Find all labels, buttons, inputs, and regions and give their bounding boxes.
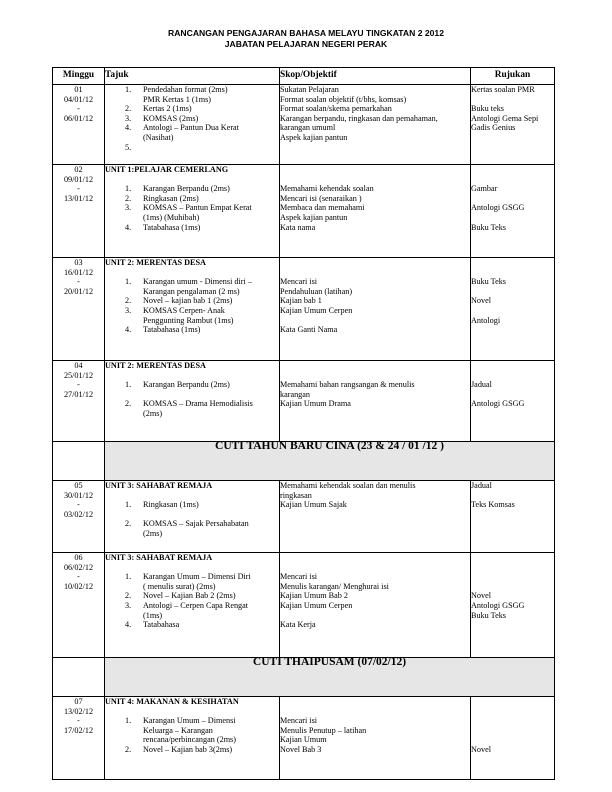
objective-line: Menulis Penutup – latihan: [280, 725, 367, 735]
objective-line: Kajian Umum: [280, 735, 327, 745]
document-title: RANCANGAN PENGAJARAN BAHASA MELAYU TINGKATAN 2 2012: [168, 28, 444, 38]
blank-line: [105, 390, 279, 400]
objective-line: [280, 165, 470, 175]
topic-item-number: 2.: [125, 193, 132, 203]
reference-cell: [471, 361, 555, 442]
topic-item: [105, 184, 279, 194]
week-sep: -: [77, 716, 80, 726]
topic-item-number: 2.: [125, 296, 132, 306]
week-sep: -: [77, 500, 80, 510]
topic-cell: [105, 258, 280, 361]
topic-item: [105, 114, 279, 124]
objective-line: Kajian Umum Cerpen: [280, 600, 353, 610]
topic-item-number: 5.: [125, 142, 132, 152]
week-cell: [53, 165, 105, 258]
objective-line: [280, 611, 470, 621]
objective-line: Kata nama: [280, 222, 316, 232]
week-start: 25/01/12: [63, 370, 94, 380]
topic-item-line: Pendedahan format (2ms): [143, 85, 228, 94]
lesson-plan-table: [52, 67, 555, 780]
topic-item-line: (1ms) (Muhibah): [143, 212, 200, 222]
week-row: [53, 553, 555, 658]
column-header-rujukan: Rujukan: [471, 68, 555, 85]
objective-line: [280, 371, 470, 381]
objective-line: Kajian bab 1: [280, 296, 322, 306]
objective-line: [280, 563, 470, 573]
reference-line: [471, 563, 554, 573]
reference-line: Novel: [471, 296, 492, 306]
reference-line: [471, 306, 554, 316]
reference-line: [471, 165, 554, 175]
topic-item-number: 1.: [125, 184, 132, 194]
week-no: 03: [74, 258, 83, 267]
topic-cell: [105, 361, 280, 442]
reference-cell: [471, 553, 555, 658]
topic-item: [105, 223, 279, 233]
topic-item: [105, 296, 279, 306]
topic-cell: [105, 553, 280, 658]
week-start: 06/02/12: [63, 562, 94, 572]
objective-line: Sukatan Pelajaran: [280, 85, 339, 94]
topic-item-number: 3.: [125, 305, 132, 315]
objective-line: Membaca dan memahami: [280, 203, 365, 213]
topic-item: [105, 325, 279, 335]
topic-item-line: Ringkasan (1ms): [143, 500, 199, 510]
holiday-blank-cell: [53, 442, 105, 481]
objective-line: [280, 697, 470, 707]
reference-line: [471, 194, 554, 204]
reference-line: Antologi: [471, 315, 501, 325]
topic-item: [105, 399, 279, 418]
reference-line: Antologi GSGG: [471, 600, 525, 610]
reference-line: [471, 287, 554, 297]
reference-line: Kertas soalan PMR: [471, 85, 535, 94]
topic-item: [105, 601, 279, 620]
unit-title: UNIT 3: SAHABAT REMAJA: [105, 481, 213, 490]
week-end: 27/01/12: [63, 389, 94, 399]
document-subtitle: JABATAN PELAJARAN NEGERI PERAK: [224, 39, 388, 49]
reference-line: [471, 361, 554, 371]
week-sep: -: [77, 104, 80, 114]
topic-item: [105, 519, 279, 538]
topic-item-number: 4.: [125, 123, 132, 133]
objective-line: Mencari isi: [280, 572, 318, 582]
topic-item: [105, 85, 279, 104]
topic-cell: [105, 165, 280, 258]
objective-line: [280, 258, 470, 268]
topic-item-line: KOMSAS – Pantun Empat Kerat: [143, 203, 252, 213]
objective-line: Novel Bab 3: [280, 744, 322, 754]
topic-item-line: Ringkasan (2ms): [143, 193, 199, 203]
objective-line: [280, 268, 470, 278]
reference-line: Jadual: [471, 380, 492, 390]
topic-item-line: Novel – Kajian bab 3(2ms): [143, 744, 233, 754]
objective-line: [280, 316, 470, 326]
reference-line: [471, 726, 554, 736]
reference-cell: [471, 697, 555, 780]
reference-line: Gambar: [471, 184, 498, 194]
objective-line: Memahami kehendak soalan: [280, 184, 374, 194]
week-start: 13/02/12: [63, 706, 94, 716]
reference-cell: [471, 165, 555, 258]
week-no: 04: [74, 361, 83, 370]
objective-line: Kata Ganti Nama: [280, 325, 338, 335]
reference-line: [471, 268, 554, 278]
topic-item-line: Antologi – Pantun Dua Kerat: [143, 123, 239, 133]
reference-line: Gadis Genius: [471, 123, 516, 133]
objective-line: Kata Kerja: [280, 620, 316, 630]
objective-line: Format soalan objektif (t/bhs, komsas): [280, 94, 407, 104]
topic-item-line: Kertas 2 (1ms): [143, 104, 192, 114]
objective-line: ringkasan: [280, 490, 312, 500]
topic-item-number: 2.: [125, 591, 132, 601]
reference-line: [471, 175, 554, 185]
topic-item-number: 3.: [125, 600, 132, 610]
week-no: 01: [74, 85, 83, 94]
topic-item-number: 4.: [125, 325, 132, 335]
objective-line: Kajian Umum Drama: [280, 399, 351, 409]
topic-item-line: Tatabahasa (1ms): [143, 222, 201, 232]
topic-item-line: KOMSAS Cerpen- Anak: [143, 305, 225, 315]
reference-line: Jadual: [471, 481, 492, 490]
topic-item-number: 4.: [125, 620, 132, 630]
topic-item-number: 2.: [125, 399, 132, 409]
topic-item-line: Karangan Umum – Dimensi: [143, 716, 236, 726]
objective-line: Mencari isi: [280, 716, 318, 726]
holiday-row: [53, 658, 555, 697]
reference-line: Buku Teks: [471, 610, 506, 620]
topic-item-number: 1.: [125, 572, 132, 582]
objective-line: Aspek kajian pantun: [280, 132, 348, 142]
objective-line: Pendahuluan (latihan): [280, 286, 353, 296]
week-no: 07: [74, 697, 83, 706]
reference-line: [471, 491, 554, 501]
objective-cell: [280, 481, 471, 553]
objective-cell: [280, 697, 471, 780]
topic-cell: [105, 85, 280, 165]
unit-title: UNIT 1:PELAJAR CEMERLANG: [105, 165, 229, 174]
week-row: [53, 165, 555, 258]
reference-line: Novel: [471, 744, 492, 754]
topic-item-line: ( menulis surat) (2ms): [143, 581, 216, 591]
week-cell: [53, 553, 105, 658]
topic-item-number: 2.: [125, 519, 132, 529]
column-header-skop: Skop/Objektif: [280, 68, 471, 85]
week-sep: -: [77, 277, 80, 287]
topic-item-number: 1.: [125, 85, 132, 94]
reference-cell: [471, 85, 555, 165]
topic-item-number: 3.: [125, 113, 132, 123]
week-start: 16/01/12: [63, 267, 94, 277]
blank-line: [105, 510, 279, 520]
reference-line: Buku teks: [471, 104, 504, 114]
topic-item-line: Novel – Kajian Bab 2 (2ms): [143, 591, 236, 601]
objective-line: Format soalan/skema pemarkahan: [280, 104, 392, 114]
unit-title: UNIT 4: MAKANAN & KESIHATAN: [105, 697, 239, 706]
topic-item: [105, 306, 279, 325]
reference-line: Buku Teks: [471, 222, 506, 232]
week-end: 10/02/12: [63, 581, 94, 591]
reference-line: Antologi GSGG: [471, 203, 525, 213]
topic-item: [105, 745, 279, 755]
topic-item-number: 2.: [125, 744, 132, 754]
topic-item-line: Novel – kajian bab 1 (2ms): [143, 296, 233, 306]
topic-item-line: (Nasihat): [143, 132, 174, 142]
reference-line: Antologi Gema Sepi: [471, 113, 539, 123]
topic-item-line: KOMSAS (2ms): [143, 113, 199, 123]
objective-cell: [280, 361, 471, 442]
topic-item-line: PMR Kertas 1 (1ms): [143, 94, 211, 104]
holiday-label: CUTI THAIPUSAM (07/02/12): [105, 658, 555, 697]
week-cell: [53, 481, 105, 553]
week-no: 02: [74, 165, 83, 174]
topic-item-line: Penggunting Rambut (1ms): [143, 315, 234, 325]
reference-line: [471, 716, 554, 726]
topic-item-line: Karangan Umum – Dimensi Diri: [143, 572, 251, 582]
week-cell: [53, 85, 105, 165]
topic-item-line: (2ms): [143, 408, 163, 418]
objective-cell: [280, 553, 471, 658]
reference-cell: [471, 481, 555, 553]
reference-line: [471, 582, 554, 592]
reference-line: [471, 95, 554, 105]
topic-item: [105, 380, 279, 390]
reference-line: [471, 553, 554, 563]
week-row: [53, 258, 555, 361]
topic-item-number: 1.: [125, 277, 132, 287]
week-sep: -: [77, 380, 80, 390]
objective-line: Mencari isi (senaraikan ): [280, 193, 362, 203]
week-end: 06/01/12: [63, 113, 94, 123]
unit-title: UNIT 2: MERENTAS DESA: [105, 258, 206, 267]
reference-line: Novel: [471, 591, 492, 601]
week-row: [53, 85, 555, 165]
week-row: [53, 361, 555, 442]
week-start: 04/01/12: [63, 94, 94, 104]
week-cell: [53, 697, 105, 780]
table-header-row: [53, 68, 555, 85]
objective-line: Memahami kehendak soalan dan menulis: [280, 481, 416, 490]
unit-title: UNIT 2: MERENTAS DESA: [105, 361, 206, 370]
topic-item-line: KOMSAS – Sajak Persahabatan: [143, 519, 249, 529]
objective-line: Kajian Umum Sajak: [280, 500, 347, 510]
reference-line: [471, 258, 554, 268]
topic-item: [105, 123, 279, 142]
week-no: 06: [74, 553, 83, 562]
objective-line: Aspek kajian pantun: [280, 212, 348, 222]
reference-cell: [471, 258, 555, 361]
objective-line: [280, 361, 470, 371]
week-sep: -: [77, 184, 80, 194]
week-start: 09/01/12: [63, 174, 94, 184]
topic-item: [105, 716, 279, 745]
objective-line: karangan umuml: [280, 123, 336, 133]
unit-title: UNIT 3: SAHABAT REMAJA: [105, 553, 213, 562]
week-row: [53, 481, 555, 553]
week-end: 03/02/12: [63, 509, 94, 519]
topic-item: [105, 572, 279, 591]
topic-item-line: rencana/perbincangan (2ms): [143, 735, 236, 745]
column-header-minggu: Minggu: [53, 68, 105, 85]
holiday-blank-cell: [53, 658, 105, 697]
objective-line: Kajian Umum Bab 2: [280, 591, 348, 601]
topic-item-line: (2ms): [143, 528, 163, 538]
objective-line: [280, 707, 470, 717]
topic-cell: [105, 481, 280, 553]
objective-line: [280, 553, 470, 563]
topic-item: [105, 104, 279, 114]
objective-line: [280, 175, 470, 185]
week-end: 20/01/12: [63, 286, 94, 296]
holiday-row: [53, 442, 555, 481]
reference-line: [471, 697, 554, 707]
reference-line: [471, 371, 554, 381]
objective-cell: [280, 258, 471, 361]
reference-line: [471, 735, 554, 745]
topic-item-number: 1.: [125, 380, 132, 390]
week-sep: -: [77, 572, 80, 582]
week-cell: [53, 361, 105, 442]
week-no: 05: [74, 481, 83, 490]
topic-item: [105, 277, 279, 296]
topic-item-line: Antologi – Cerpen Capa Rengat: [143, 600, 249, 610]
objective-cell: [280, 165, 471, 258]
reference-line: Teks Komsas: [471, 500, 515, 510]
topic-item: [105, 203, 279, 222]
topic-item-line: Karangan pengalaman (2 ms): [143, 286, 240, 296]
topic-item-number: 3.: [125, 203, 132, 213]
topic-item: [105, 194, 279, 204]
topic-item-number: 1.: [125, 716, 132, 726]
topic-cell: [105, 697, 280, 780]
topic-item: [105, 591, 279, 601]
reference-line: Buku Teks: [471, 277, 506, 287]
objective-line: Memahami bahan rangsangan & menulis: [280, 380, 415, 390]
topic-item-line: KOMSAS – Drama Hemodialisis: [143, 399, 253, 409]
reference-line: [471, 213, 554, 223]
week-row: [53, 697, 555, 780]
column-header-tajuk: Tajuk: [105, 68, 280, 85]
reference-line: [471, 707, 554, 717]
topic-item-number: 1.: [125, 500, 132, 510]
topic-item-line: Karangan Berpandu (2ms): [143, 380, 230, 390]
reference-line: [471, 572, 554, 582]
objective-line: Menulis karangan/ Menghurai isi: [280, 581, 389, 591]
topic-item-line: Karangan Berpandu (2ms): [143, 184, 230, 194]
objective-line: Mencari isi: [280, 277, 318, 287]
topic-item-line: (1ms): [143, 610, 163, 620]
topic-item-line: Tatabahasa (1ms): [143, 325, 201, 335]
topic-item: [105, 620, 279, 630]
topic-item-line: Keluarga – Karangan: [143, 725, 213, 735]
topic-item-line: Karangan umum - Dimensi diri –: [143, 277, 252, 287]
topic-item: [105, 500, 279, 510]
reference-line: Antologi GSGG: [471, 399, 525, 409]
objective-cell: [280, 85, 471, 165]
week-end: 17/02/12: [63, 725, 94, 735]
holiday-label: CUTI TAHUN BARU CINA (23 & 24 / 01 /12 ): [105, 442, 555, 481]
topic-item-number: 4.: [125, 222, 132, 232]
reference-line: [471, 390, 554, 400]
week-end: 13/01/12: [63, 193, 94, 203]
topic-item-number: 2.: [125, 104, 132, 114]
objective-line: Kajian Umum Cerpen: [280, 305, 353, 315]
objective-line: Karangan berpandu, ringkasan dan pemahaman,: [280, 113, 438, 123]
week-cell: [53, 258, 105, 361]
objective-line: karangan: [280, 389, 311, 399]
topic-item-line: Tatabahasa: [143, 620, 180, 630]
week-start: 30/01/12: [63, 490, 94, 500]
